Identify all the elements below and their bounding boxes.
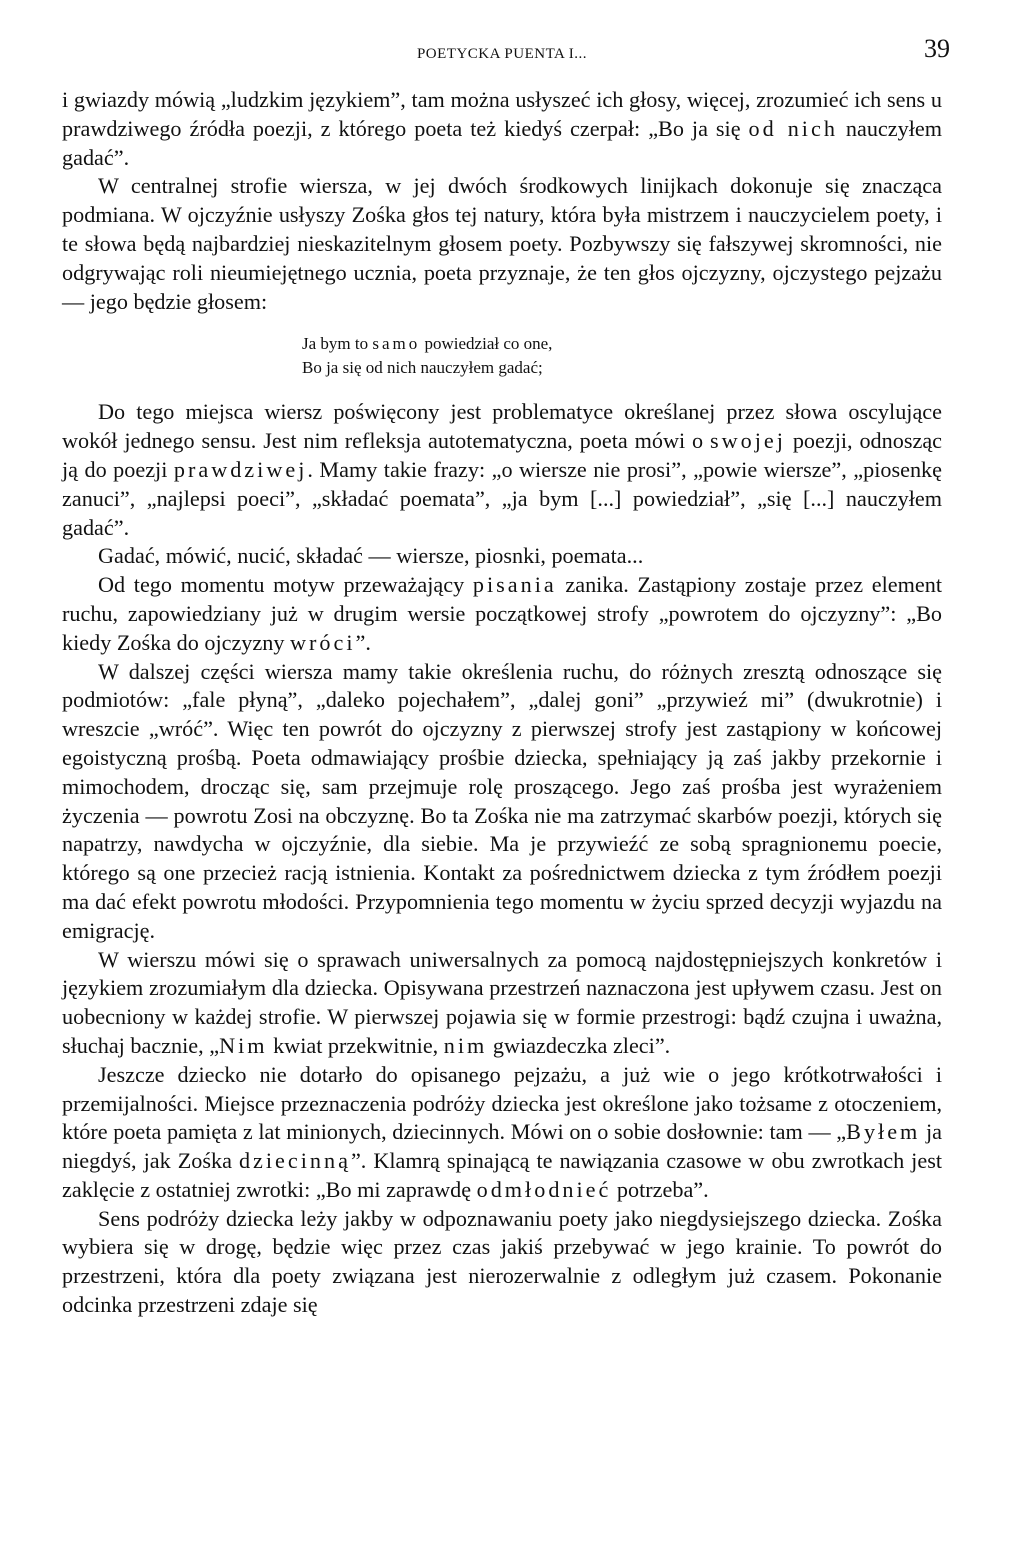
text-run: W dalszej części wiersza mamy takie określenia ruchu, do różnych zresztą odnoszące się podmiotów: „fale płyną”, „daleko pojechałem”, „dalej goni” „przywieź mi” (dwukrotnie) i wreszcie „wróć”. Więc ten powrót do ojczyzny z pierwszej strofy jest zastąpiony w końcowej egoistyczną prośbą. Poeta odmawiający prośbie dziecka, spełniający ją zaś jakby przekornie i mimochodem, drocząc się, sam przejmuje rolę proszącego. Jego zaś prośba jest wyrażeniem życzenia — powrotu Zosi na obczyznę. Bo ta Zośka nie ma zatrzymać skarbów poezji, których się napatrzy, nawdycha w ojczyźnie, dla siebie. Ma je przywieźć ze sobą spragnionemu poecie, którego są one przecież racją istnienia. Kontakt za pośrednictwem dziecka z tym źródłem poezji ma dać efekt powrotu młodości. Przypomnienia tego momentu w życiu sprzed decyzji wyjazdu na emigrację.	[62, 658, 942, 943]
text-run: Od tego momentu motyw przeważający	[98, 572, 473, 598]
text-run: . Mamy takie frazy: „o wiersze nie prosi”, „powie wiersze”, „piosenkę zanuci”, „najlepsi poeci”, „składać poemata”, „ja bym [...] powiedział”, „się [...] nauczyłem gadać”.	[62, 456, 942, 540]
paragraphs-before-quote	[62, 86, 942, 316]
emphasized-spaced-text: odmłodnieć	[476, 1176, 612, 1202]
text-run: nauczyłem gadać”.	[62, 115, 942, 170]
emphasized-spaced-text: wróci	[289, 629, 356, 655]
quote-line	[302, 332, 942, 356]
book-page	[62, 30, 950, 1320]
paragraph	[62, 658, 942, 946]
paragraph	[62, 1061, 942, 1205]
text-run: Jeszcze dziecko nie dotarło do opisanego pejzażu, a już wie o jego krótkotrwałości i przemijalności. Miejsce przeznaczenia podróży dziecka jest określone jako tożsame z otoczeniem, które poeta pamięta z lat minionych, dziecinnych. Mówi on o sobie dosłownie: tam — „	[62, 1061, 942, 1145]
page-header	[62, 30, 950, 70]
paragraphs-after-quote	[62, 398, 942, 1320]
emphasized-spaced-text: nim	[443, 1032, 488, 1058]
quote-line	[302, 356, 942, 380]
text-run: Ja bym to	[302, 334, 373, 354]
text-run: W centralnej strofie wiersza, w jej dwóch środkowych linijkach dokonuje się znacząca podmiana. W ojczyźnie usłyszy Zośka głos tej natury, która była mistrzem i nauczycielem poety, i te słowa będą najbardziej nieskazitelnym głosem poety. Pozbywszy się fałszywej skromności, nie odgrywając roli nieumiejętnego ucznia, poeta przyznaje, że ten głos ojczyzny, ojczystego pejzażu — jego będzie głosem:	[62, 173, 942, 314]
text-run: Bo ja się od nich nauczyłem gadać;	[302, 358, 543, 378]
paragraph	[62, 542, 942, 571]
body-text	[62, 86, 942, 1320]
emphasized-spaced-text: samo	[372, 334, 421, 354]
text-run: Sens podróży dziecka leży jakby w odpoznawaniu poety jako niegdysiejszego dziecka. Zośka wybiera się w drogę, będzie więc przez czas jakiś przebywać w jego krainie. To powrót do przestrzeni, która dla poety związana jest nierozerwalnie z odległym już czasem. Pokonanie odcinka przestrzeni zdaje się	[62, 1205, 942, 1318]
emphasized-spaced-text: prawdziwej	[173, 456, 308, 482]
text-run: ja niegdyś, jak Zośka	[62, 1119, 942, 1174]
running-title: POETYCKA PUENTA I...	[416, 46, 588, 62]
emphasized-spaced-text: pisania	[472, 572, 557, 598]
text-run: zanika. Zastąpiony zostaje przez element ruchu, zapowiedziany już w drugim wersie początkowej strofy „powrotem do ojczyzny”: „Bo kiedy Zośka do ojczyzny	[62, 572, 942, 655]
paragraph	[62, 946, 942, 1061]
text-run: ”.	[355, 629, 371, 655]
paragraph	[62, 398, 942, 542]
text-run: Gadać, mówić, nucić, składać — wiersze, piosnki, poemata...	[98, 543, 644, 569]
text-run: potrzeba”.	[611, 1176, 709, 1202]
paragraph	[62, 172, 942, 316]
emphasized-spaced-text: dziecinną	[238, 1148, 351, 1174]
emphasized-spaced-text: Nim	[219, 1032, 268, 1058]
emphasized-spaced-text: od nich	[748, 115, 838, 141]
text-run: ”. Klamrą spinającą te nawiązania czasowe w obu zwrotkach jest zaklęcie z ostatniej zwrotki: „Bo mi zaprawdę	[62, 1148, 942, 1202]
text-run: Do tego miejsca wiersz poświęcony jest problematyce określanej przez słowa oscylujące wokół jednego sensu. Jest nim refleksja autotematyczna, poeta mówi o	[62, 399, 942, 454]
paragraph	[62, 86, 942, 172]
text-run: poezji, odnosząc ją do poezji	[62, 428, 943, 482]
emphasized-spaced-text: swojej	[710, 428, 786, 454]
text-run: kwiat przekwitnie,	[267, 1032, 444, 1058]
text-run: i gwiazdy mówią „ludzkim językiem”, tam można usłyszeć ich głosy, więcej, zrozumieć ich sens u prawdziwego źródła poezji, z którego poeta też kiedyś czerpał: „Bo ja się	[62, 87, 942, 141]
poem-quote	[302, 332, 942, 380]
emphasized-spaced-text: Byłem	[846, 1119, 921, 1145]
text-run: powiedział co one,	[420, 334, 553, 354]
paragraph	[62, 1205, 942, 1320]
text-run: gwiazdeczka zleci”.	[487, 1032, 671, 1058]
page-number: 39	[924, 34, 950, 63]
text-run: W wierszu mówi się o sprawach uniwersalnych za pomocą najdostępniejszych konkretów i językiem zrozumiałym dla dziecka. Opisywana przestrzeń naznaczona jest upływem czasu. Jest on uobecniony w każdej strofie. W pierwszej pojawia się w formie przestrogi: bądź czujna i uważna, słuchaj bacznie, „	[62, 946, 942, 1058]
paragraph	[62, 571, 942, 657]
